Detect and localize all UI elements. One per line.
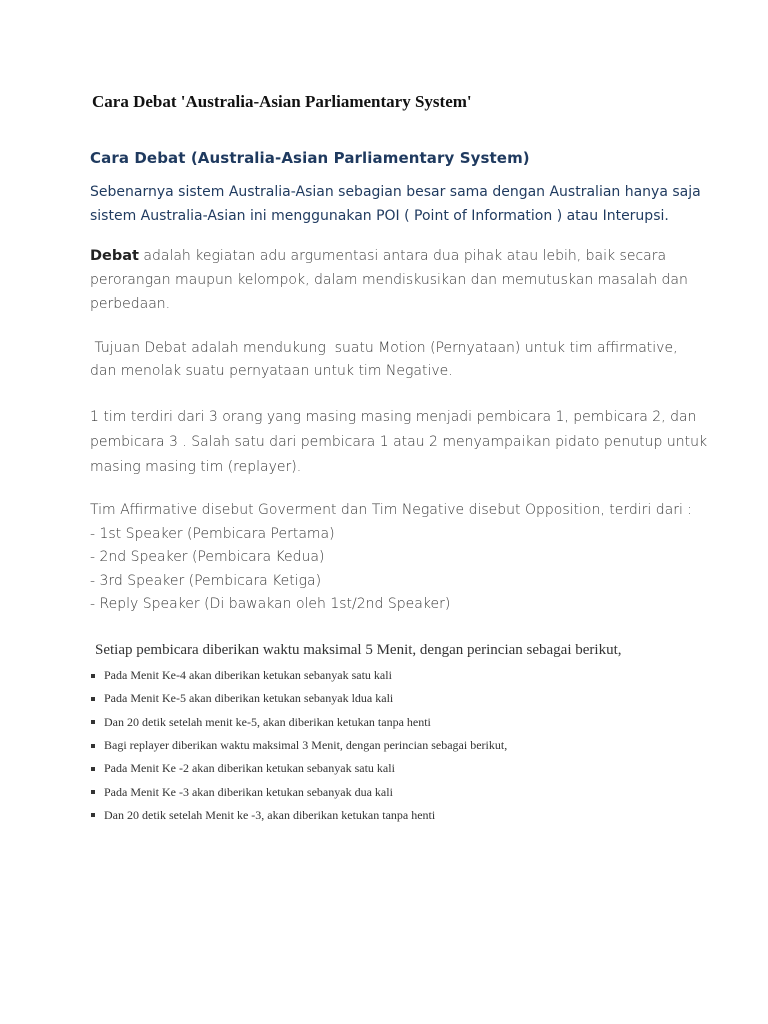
timing-lead: Setiap pembicara diberikan waktu maksimal 5 Menit, dengan perincian sebagai berikut, [95,642,622,658]
intro-line: Sebenarnya sistem Australia-Asian sebagian besar sama dengan Australian hanya saja [90,184,701,200]
list-item-text: Bagi replayer diberikan waktu maksimal 3 Menit, dengan perincian sebagai berikut, [104,738,508,753]
list-item-text: Pada Menit Ke -2 akan diberikan ketukan sebanyak satu kali [104,761,395,776]
speaker-item: - 2nd Speaker (Pembicara Kedua) [90,549,325,565]
square-bullet-icon [91,744,95,748]
list-item-text: Dan 20 detik setelah menit ke-5, akan diberikan ketukan tanpa henti [104,714,431,729]
square-bullet-icon [91,720,95,724]
definition-text: adalah kegiatan adu argumentasi antara dua pihak atau lebih, baik secara [138,248,667,264]
purpose-line: dan menolak suatu pernyataan untuk tim Negative. [90,363,453,379]
list-item-text: Pada Menit Ke -3 akan diberikan ketukan sebanyak dua kali [104,784,393,799]
list-item [90,734,507,757]
section-heading: Cara Debat (Australia-Asian Parliamentary System) [90,149,530,167]
list-item [90,757,507,780]
team-line: pembicara 3 . Salah satu dari pembicara 1 atau 2 menyampaikan pidato penutup untuk [90,434,708,450]
definition-line [90,244,690,268]
definition-term: Debat [90,248,139,264]
sides-line: Tim Affirmative disebut Goverment dan Tim Negative disebut Opposition, terdiri dari : [90,502,693,518]
list-item [90,664,507,687]
definition-paragraph [90,244,690,316]
team-paragraph [90,405,708,480]
square-bullet-icon [91,674,95,678]
document-title: Cara Debat 'Australia-Asian Parliamentary System' [92,92,472,111]
list-item [90,780,507,803]
definition-line: perbedaan. [90,296,171,312]
square-bullet-icon [91,790,95,794]
list-item [90,711,507,734]
speaker-item: - 1st Speaker (Pembicara Pertama) [90,525,335,542]
square-bullet-icon [91,813,95,817]
speaker-item: - 3rd Speaker (Pembicara Ketiga) [90,572,322,589]
timing-list [90,664,507,827]
list-item [90,804,507,827]
speaker-item: - Reply Speaker (Di bawakan oleh 1st/2nd Speaker) [90,596,451,612]
list-item-text: Pada Menit Ke-5 akan diberikan ketukan sebanyak ldua kali [104,691,394,706]
purpose-paragraph [90,337,690,383]
sides-paragraph [90,499,693,617]
team-line: masing masing tim (replayer). [90,459,302,475]
team-line: 1 tim terdiri dari 3 orang yang masing masing menjadi pembicara 1, pembicara 2, dan [90,409,697,425]
purpose-line: Tujuan Debat adalah mendukung suatu Motion (Pernyataan) untuk tim affirmative, [90,340,678,356]
intro-paragraph [90,181,701,228]
definition-line: perorangan maupun kelompok, dalam mendiskusikan dan memutuskan masalah dan [90,272,688,288]
list-item-text: Dan 20 detik setelah Menit ke -3, akan diberikan ketukan tanpa henti [104,807,436,822]
intro-line: sistem Australia-Asian ini menggunakan POI ( Point of Information ) atau Interupsi. [90,207,669,224]
list-item [90,687,507,710]
square-bullet-icon [91,767,95,771]
list-item-text: Pada Menit Ke-4 akan diberikan ketukan sebanyak satu kali [104,668,392,683]
square-bullet-icon [91,697,95,701]
